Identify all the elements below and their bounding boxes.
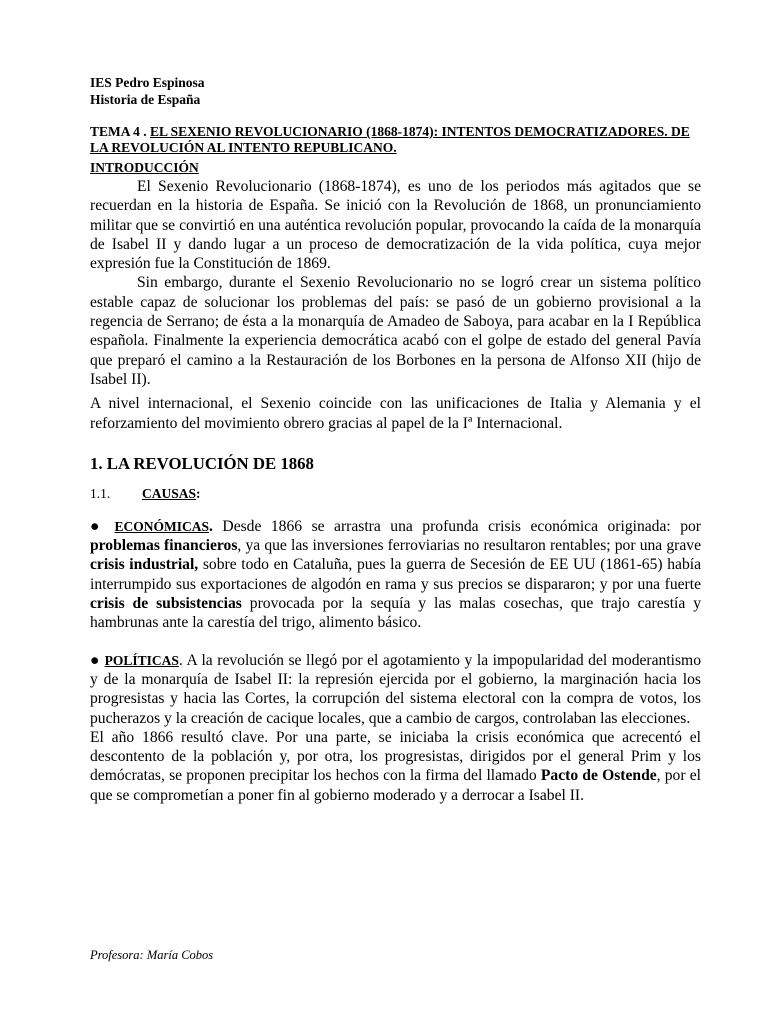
intro-paragraph-2: Sin embargo, durante el Sexenio Revolucionario no se logró crear un sistema político estable capaz de solucionar los problemas del país: se pasó de un gobierno provisional a la regencia de Serrano; de ésta a la monarquía de Amadeo de Saboya, para acabar en la I República española. Finalmente la experiencia democrática acabó con el golpe de estado del general Pavía que preparó el camino a la Restauración de los Borbones en la persona de Alfonso XII (hijo de Isabel II). <box>90 274 701 388</box>
politicas-paragraph <box>90 651 701 728</box>
economicas-dot: . <box>209 517 213 535</box>
school-name: IES Pedro Espinosa <box>90 75 205 90</box>
economicas-label: ECONÓMICAS <box>114 518 210 534</box>
politicas-bold-ostende: Pacto de Ostende <box>540 767 657 785</box>
topic-title-text: EL SEXENIO REVOLUCIONARIO (1868-1874): INTENTOS DEMOCRATIZADORES. DE LA REVOLUCIÓN AL INTENTO REPUBLICANO. <box>90 124 690 155</box>
subject-name: Historia de España <box>90 92 201 107</box>
economicas-text-1: Desde 1866 se arrastra una profunda crisis económica originada: por <box>212 517 702 535</box>
subsection-label: CAUSAS <box>142 485 197 501</box>
subsection-colon: : <box>196 485 201 501</box>
economicas-text-2: , ya que las inversiones ferroviarias no resultaron rentables; por una grave <box>237 537 702 555</box>
section-1-title: 1. LA REVOLUCIÓN DE 1868 <box>90 453 314 473</box>
politicas-text-1: . A la revolución se llegó por el agotamiento y la impopularidad del moderantismo y de la monarquía de Isabel II: la represión ejercida por el gobierno, la marginación hacia los progresistas y hacia las Cortes, la corrupción del sistema electoral con la compra de votos, los pucherazos y la creación de cacique locales, que a cambio de cargos, controlaban las elecciones. <box>90 651 701 727</box>
politicas-paragraph-2 <box>90 728 701 805</box>
subsection-causas <box>90 485 701 503</box>
intro-paragraph-3: A nivel internacional, el Sexenio coincide con las unificaciones de Italia y Alemania y el reforzamiento del movimiento obrero gracias al papel de la Iª Internacional. <box>90 395 701 432</box>
bullet-icon: ● <box>90 651 105 669</box>
footer-author: Profesora: María Cobos <box>90 948 214 962</box>
economicas-bold-2: crisis industrial, <box>90 556 199 574</box>
economicas-bold-1: problemas financieros <box>90 537 238 555</box>
topic-title <box>90 124 701 155</box>
subsection-number: 1.1. <box>90 485 111 501</box>
politicas-text-2c: , por el que se comprometían a poner fin al gobierno moderado y a derrocar a Isabel II. <box>90 767 701 804</box>
intro-paragraph-1: El Sexenio Revolucionario (1868-1874), es uno de los periodos más agitados que se recuerdan en la historia de España. Se inició con la Revolución de 1868, un pronunciamiento militar que se convirtió en una auténtica revolución popular, provocando la caída de la monarquía de Isabel II y dando lugar a un proceso de democratización de la vida política, cuya mejor expresión fue la Constitución de 1869. <box>90 178 701 273</box>
economicas-paragraph <box>90 517 701 633</box>
intro-heading: INTRODUCCIÓN <box>90 160 199 175</box>
politicas-label: POLÍTICAS <box>104 652 179 668</box>
politicas-text-2a: El año 1866 resultó clave. Por una parte, se iniciaba la crisis económica que acrecentó el descontento de la población y, por otra, los progresistas, dirigidos por el general Prim y los demócratas, se proponen precipitar los hechos con la firma del llamado <box>90 728 701 785</box>
topic-prefix: TEMA 4 . <box>90 124 151 139</box>
document-page <box>90 74 701 805</box>
economicas-text-4: provocada por la sequía y las malas cosechas, que trajo carestía y hambrunas ante la carestía del trigo, alimento básico. <box>90 595 702 632</box>
economicas-bold-3: crisis de subsistencias <box>90 595 242 613</box>
bullet-icon: ● <box>90 517 115 535</box>
economicas-text-3: sobre todo en Cataluña, pues la guerra de Secesión de EE UU (1861-65) había interrumpido sus exportaciones de algodón en rama y sus precios se dispararon; y por una fuerte <box>90 556 701 593</box>
